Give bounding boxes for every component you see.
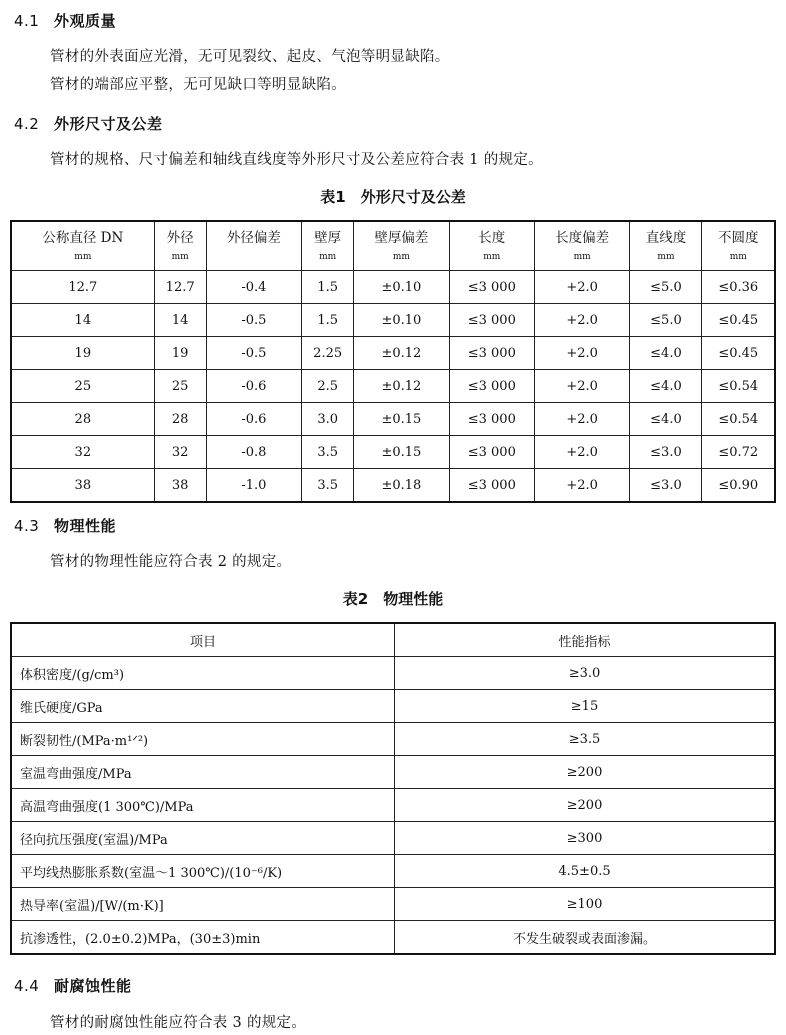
table-row — [11, 304, 775, 337]
table-dimensions — [10, 220, 776, 503]
table-row — [11, 723, 775, 756]
header-cell: 公称直径 DN mm — [11, 221, 154, 271]
table-cell: ≤3 000 — [449, 337, 534, 370]
table-cell: 12.7 — [154, 271, 206, 304]
table-cell: +2.0 — [534, 370, 630, 403]
property-value: ≥300 — [395, 822, 776, 855]
property-name: 平均线热膨胀系数(室温～1 300℃)/(10⁻⁶/K) — [11, 855, 395, 888]
table-cell: ≤3.0 — [630, 469, 702, 503]
paragraph-surface: 管材的外表面应光滑，无可见裂纹、起皮、气泡等明显缺陷。 — [50, 49, 450, 65]
table-cell: +2.0 — [534, 436, 630, 469]
table-cell: ±0.10 — [354, 304, 450, 337]
table-row — [11, 337, 775, 370]
table-cell: ≤3 000 — [449, 403, 534, 436]
paragraph-ends: 管材的端部应平整，无可见缺口等明显缺陷。 — [50, 77, 346, 93]
table-cell: 14 — [154, 304, 206, 337]
table-cell: +2.0 — [534, 304, 630, 337]
table-cell: +2.0 — [534, 469, 630, 503]
property-name: 断裂韧性/(MPa·m¹ᐟ²) — [11, 723, 395, 756]
table-cell: 25 — [11, 370, 154, 403]
property-value: ≥200 — [395, 756, 776, 789]
table-row — [11, 789, 775, 822]
table-row — [11, 436, 775, 469]
table-row — [11, 756, 775, 789]
table-cell: ≤3.0 — [630, 436, 702, 469]
header-cell: 性能指标 — [395, 623, 776, 657]
table-cell: ≤3 000 — [449, 436, 534, 469]
table-row — [11, 888, 775, 921]
table-cell: 32 — [154, 436, 206, 469]
table-header-row — [11, 623, 775, 657]
table-cell: 19 — [11, 337, 154, 370]
table-cell: 25 — [154, 370, 206, 403]
property-value: ≥15 — [395, 690, 776, 723]
table-cell: 38 — [154, 469, 206, 503]
section-number: 4.1 — [14, 12, 40, 30]
property-value: ≥3.0 — [395, 657, 776, 690]
table-cell: -0.4 — [206, 271, 302, 304]
section-heading-4-4 — [14, 975, 132, 996]
table-cell: ±0.15 — [354, 436, 450, 469]
table-cell: ≤0.54 — [702, 370, 775, 403]
table-cell: ≤5.0 — [630, 304, 702, 337]
table-cell: +2.0 — [534, 271, 630, 304]
property-name: 热导率(室温)/[W/(m·K)] — [11, 888, 395, 921]
table-cell: ≤4.0 — [630, 403, 702, 436]
header-cell: 外径 mm — [154, 221, 206, 271]
table-cell: 38 — [11, 469, 154, 503]
table-cell: ±0.18 — [354, 469, 450, 503]
table-cell: -0.5 — [206, 304, 302, 337]
table-cell: ±0.10 — [354, 271, 450, 304]
table-cell: ≤0.36 — [702, 271, 775, 304]
table-cell: 3.5 — [302, 436, 354, 469]
table-row — [11, 921, 775, 955]
section-number: 4.2 — [14, 115, 40, 133]
table-cell: 19 — [154, 337, 206, 370]
property-value: ≥100 — [395, 888, 776, 921]
section-heading-4-3 — [14, 515, 116, 536]
table-cell: +2.0 — [534, 337, 630, 370]
table-cell: ≤3 000 — [449, 271, 534, 304]
property-name: 体积密度/(g/cm³) — [11, 657, 395, 690]
header-cell: 不圆度 mm — [702, 221, 775, 271]
table-header-row — [11, 221, 775, 271]
header-cell: 外径偏差 — [206, 221, 302, 271]
property-name: 室温弯曲强度/MPa — [11, 756, 395, 789]
table-cell: -1.0 — [206, 469, 302, 503]
table-row — [11, 822, 775, 855]
table-cell: ≤3 000 — [449, 304, 534, 337]
table-row — [11, 690, 775, 723]
table-cell: ±0.15 — [354, 403, 450, 436]
property-value: ≥200 — [395, 789, 776, 822]
section-number: 4.4 — [14, 977, 40, 995]
table-row — [11, 657, 775, 690]
section-number: 4.3 — [14, 517, 40, 535]
table-cell: -0.6 — [206, 403, 302, 436]
table-physical — [10, 622, 776, 955]
table-row — [11, 855, 775, 888]
section-title: 外形尺寸及公差 — [54, 115, 163, 133]
table-cell: -0.6 — [206, 370, 302, 403]
section-title: 物理性能 — [54, 517, 117, 535]
table-cell: ≤0.90 — [702, 469, 775, 503]
table-cell: ≤3 000 — [449, 370, 534, 403]
property-value: 4.5±0.5 — [395, 855, 776, 888]
table-cell: ≤0.45 — [702, 337, 775, 370]
table-cell: 1.5 — [302, 304, 354, 337]
table-cell: ≤4.0 — [630, 370, 702, 403]
table-cell: 28 — [11, 403, 154, 436]
table1-caption: 表1 外形尺寸及公差 — [320, 188, 466, 206]
property-name: 维氏硬度/GPa — [11, 690, 395, 723]
table-cell: 28 — [154, 403, 206, 436]
table-cell: 3.5 — [302, 469, 354, 503]
table-cell: 1.5 — [302, 271, 354, 304]
table-cell: ±0.12 — [354, 370, 450, 403]
section-heading-4-1 — [14, 10, 116, 31]
section-heading-4-2 — [14, 113, 163, 134]
table-cell: -0.8 — [206, 436, 302, 469]
table-cell: -0.5 — [206, 337, 302, 370]
table-row — [11, 271, 775, 304]
paragraph-corrosion: 管材的耐腐蚀性能应符合表 3 的规定。 — [50, 1015, 307, 1031]
property-value: 不发生破裂或表面渗漏。 — [395, 921, 776, 955]
table-cell: 2.5 — [302, 370, 354, 403]
table-row — [11, 370, 775, 403]
paragraph-physical: 管材的物理性能应符合表 2 的规定。 — [50, 554, 292, 570]
table2-caption: 表2 物理性能 — [342, 590, 444, 608]
table-cell: 32 — [11, 436, 154, 469]
table-cell: 14 — [11, 304, 154, 337]
table-cell: ≤0.54 — [702, 403, 775, 436]
property-value: ≥3.5 — [395, 723, 776, 756]
table-cell: ≤3 000 — [449, 469, 534, 503]
table-cell: ±0.12 — [354, 337, 450, 370]
header-cell: 项目 — [11, 623, 395, 657]
table-row — [11, 469, 775, 503]
property-name: 抗渗透性，(2.0±0.2)MPa，(30±3)min — [11, 921, 395, 955]
header-cell: 长度 mm — [449, 221, 534, 271]
property-name: 径向抗压强度(室温)/MPa — [11, 822, 395, 855]
table-cell: 2.25 — [302, 337, 354, 370]
header-cell: 壁厚 mm — [302, 221, 354, 271]
table-cell: 12.7 — [11, 271, 154, 304]
section-title: 耐腐蚀性能 — [54, 977, 132, 995]
table-cell: +2.0 — [534, 403, 630, 436]
table-cell: 3.0 — [302, 403, 354, 436]
table-row — [11, 403, 775, 436]
table-cell: ≤5.0 — [630, 271, 702, 304]
property-name: 高温弯曲强度(1 300℃)/MPa — [11, 789, 395, 822]
section-title: 外观质量 — [54, 12, 117, 30]
table-cell: ≤0.72 — [702, 436, 775, 469]
paragraph-dimensions: 管材的规格、尺寸偏差和轴线直线度等外形尺寸及公差应符合表 1 的规定。 — [50, 152, 543, 168]
table-cell: ≤4.0 — [630, 337, 702, 370]
table-cell: ≤0.45 — [702, 304, 775, 337]
header-cell: 直线度 mm — [630, 221, 702, 271]
header-cell: 长度偏差 mm — [534, 221, 630, 271]
header-cell: 壁厚偏差 mm — [354, 221, 450, 271]
